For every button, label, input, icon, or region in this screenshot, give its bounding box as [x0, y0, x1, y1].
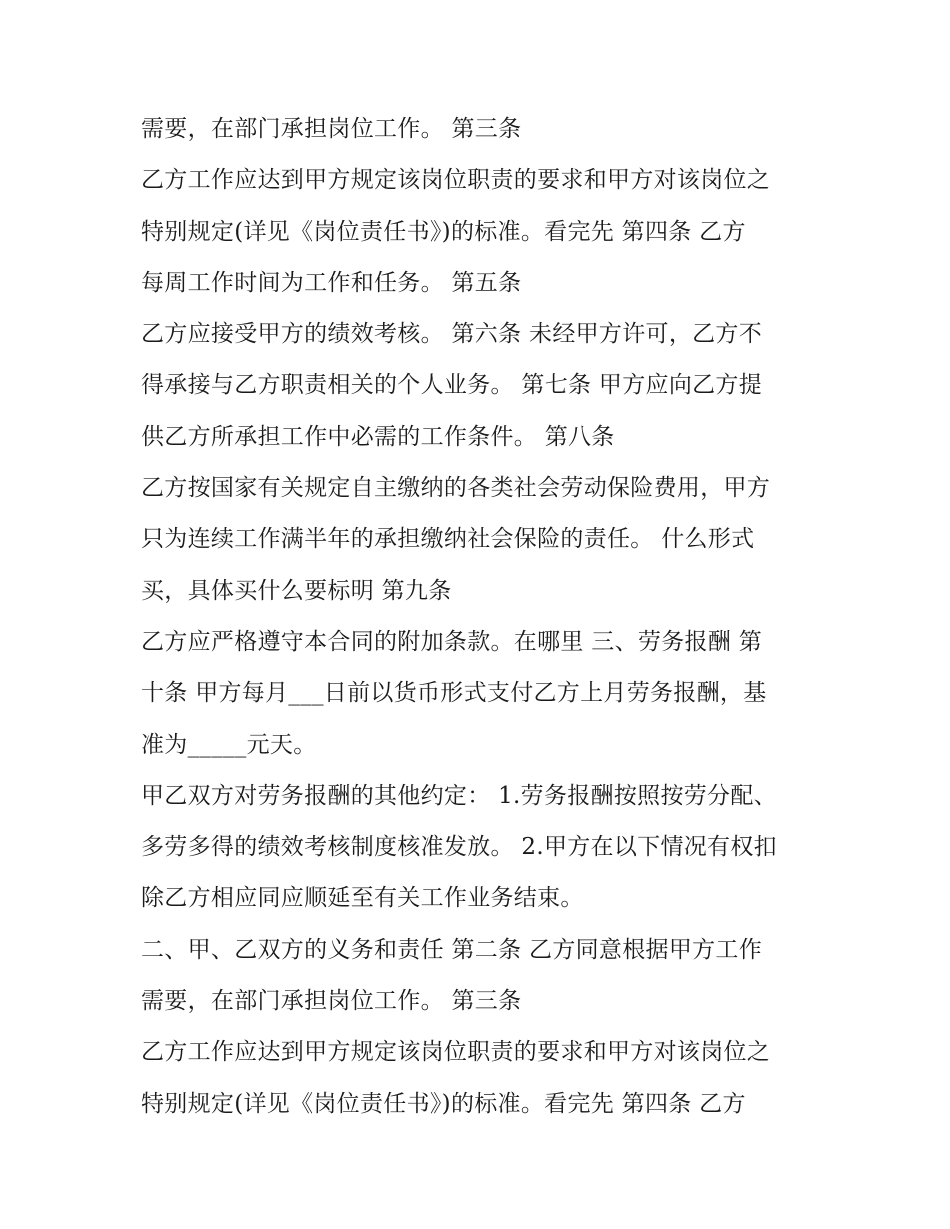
- text-line: 需要，在部门承担岗位工作。 第三条: [141, 116, 522, 142]
- text-line: 特别规定(详见《岗位责任书》)的标准。看完先 第四条 乙方: [141, 218, 746, 245]
- text-line: 乙方工作应达到甲方规定该岗位职责的要求和甲方对该岗位之: [141, 167, 771, 194]
- text-line: 二、甲、乙双方的义务和责任 第二条 乙方同意根据甲方工作: [141, 936, 763, 963]
- text-line: 得承接与乙方职责相关的个人业务。 第七条 甲方应向乙方提: [141, 372, 763, 399]
- text-line: 供乙方所承担工作中必需的工作条件。 第八条: [141, 423, 615, 450]
- text-line: 准为_____元天。: [141, 731, 317, 758]
- text-line: 多劳多得的绩效考核制度核准发放。 2.甲方在以下情况有权扣: [141, 834, 777, 861]
- text-line: 除乙方相应同应顺延至有关工作业务结束。: [141, 885, 584, 912]
- text-line: 乙方应接受甲方的绩效考核。 第六条 未经甲方许可，乙方不: [141, 321, 763, 348]
- text-line: 乙方工作应达到甲方规定该岗位职责的要求和甲方对该岗位之: [141, 1039, 771, 1066]
- text-line: 买，具体买什么要标明 第九条: [141, 577, 452, 604]
- text-line: 乙方应严格遵守本合同的附加条款。在哪里 三、劳务报酬 第: [141, 628, 763, 655]
- text-line: 需要，在部门承担岗位工作。 第三条: [141, 988, 522, 1015]
- text-line: 十条 甲方每月___日前以货币形式支付乙方上月劳务报酬，基: [141, 680, 767, 707]
- text-line: 甲乙双方对劳务报酬的其他约定： 1.劳务报酬按照按劳分配、: [141, 782, 777, 809]
- text-line: 每周工作时间为工作和任务。 第五条: [141, 269, 522, 296]
- text-line: 乙方按国家有关规定自主缴纳的各类社会劳动保险费用，甲方: [141, 475, 771, 502]
- text-line: 只为连续工作满半年的承担缴纳社会保险的责任。 什么形式: [141, 526, 755, 553]
- contract-text: [141, 104, 831, 1130]
- text-line: 特别规定(详见《岗位责任书》)的标准。看完先 第四条 乙方: [141, 1090, 746, 1117]
